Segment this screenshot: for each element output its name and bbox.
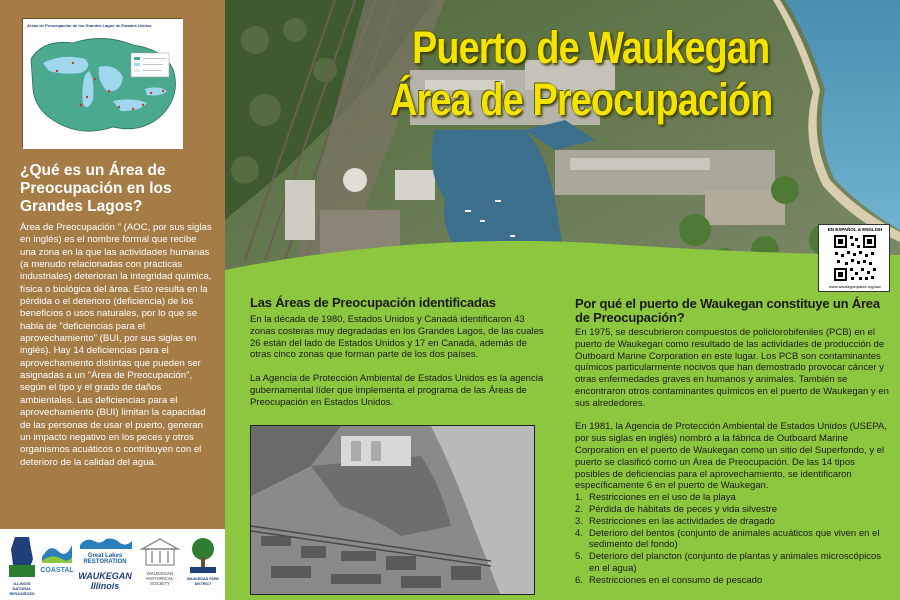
identified-areas-heading: Las Áreas de Preocupación identificadas [250,295,496,310]
waukegan-park-district-logo-text: WAUKEGAN PARK DISTRICT [186,577,220,586]
coastal-logo-text: COASTAL [40,567,74,574]
great-lakes-restoration-logo-graphic [76,535,134,551]
great-lakes-restoration-logo-text: Great Lakes RESTORATION [83,553,127,565]
list-item: 1. Restricciones en el uso de la playa [575,492,736,504]
historic-harbor-photo-graphic [251,426,535,595]
page-title-line-1: Puerto de Waukegan [412,22,770,73]
page-title [390,22,890,126]
map-title: Áreas de Preocupación de los Grandes Lagos de Estados Unidos [27,23,152,28]
illinois-dnr-logo [6,535,38,596]
sidebar-body: Área de Preocupación " (AOC, por sus siglas en inglés) es el nombre formal que recibe una zona en la que las actividades humanas (a menudo relacionadas con prácticas industriales) deterioran la integridad química, física o biológica del área. Esto resulta en la pérdida o el deterioro (deficiencia) de los beneficios o usos naturales, por lo que se habla de "deficiencias para el aprovechamiento" (BUI, por sus siglas en inglés). Hay 14 deficiencias para el aprovechamiento distintas que pueden ser asignadas a un "Área de Preocupación", según el tipo y el grado de daños ambientales. Las deficiencias para el aprovechamiento (BUI) limitan la capacidad de las personas de usar el puerto, generan un impacto negativo en los peces y otros organismos acuáticos o contribuyen con el deterioro de la calidad del agua. [20,222,212,468]
list-item: 3. Restricciones en las actividades de dragado [575,515,775,527]
why-waukegan-body [575,327,890,587]
list-item: 4. Deterioro del bentos (conjunto de animales acuáticos que viven en el sedimento del fondo) [575,527,880,551]
waukegan-historical-society-logo [138,535,182,586]
why-waukegan-paragraph: En 1975, se descubrieron compuestos de policlorobifeniles (PCB) en el puerto de Waukegan como resultado de las actividades de producción de Outboard Marine Corporation en este lugar. Los PCB son contaminantes químicos particularmente nocivos que han demostrado provocar cáncer y otras enfermedades graves en humanos y animales. También se encontraron otros contaminantes químicos en el puerto de Waukegan y en sus alrededores. [575,327,889,409]
coastal-logo [40,535,74,574]
sidebar-heading: ¿Qué es un Área de Preocupación en los Grandes Lagos? [20,162,172,215]
great-lakes-restoration-logo [76,535,134,591]
qr-label: EN ESPAÑOL & ENGLISH [827,227,883,232]
waukegan-logo-text: WAUKEGAN Illinois [78,571,132,591]
qr-url: www.waukeganparks.org/aoc [828,284,882,289]
qr-code-graphic [833,234,877,282]
qr-code[interactable] [818,224,890,292]
identified-areas-paragraph: En la década de 1980, Estados Unidos y Canadá identificaron 43 zonas costeras muy degradadas en los Grandes Lagos, de las cuales 26 están del lado de Estados Unidos y 17 en Canadá, además de otras cinco zonas que forman parte de los dos países. [250,314,544,361]
identified-areas-paragraph: La Agencia de Protección Ambiental de Estados Unidos es la agencia gubernamental líder que implementa el programa de las Áreas de Preocupación en Estados Unidos. [250,372,544,408]
great-lakes-map-graphic [23,19,183,149]
identified-areas-body [250,314,550,420]
illinois-dnr-logo-graphic [7,535,37,579]
list-item: 5. Deterioro del plancton (conjunto de plantas y animales microscópicos en el agua) [575,551,882,574]
coastal-logo-graphic [40,535,74,565]
sidebar [0,0,225,600]
illinois-dnr-logo-text: ILLINOIS NATURAL RESOURCES [9,581,35,596]
why-waukegan-paragraph: En 1981, la Agencia de Protección Ambiental de Estados Unidos (USEPA, por sus siglas en inglés) nombró a la fábrica de Outboard Marine Corporation en el puerto de Waukegan como un sitio del Superfondo, y el puerto se clasificó como un Área de Preocupación. De las 14 tipos posibles de deficiencias para el aprovechamiento, se identificaron específicamente 6 en el puerto de Waukegan. [575,421,887,492]
waukegan-park-district-logo-graphic [188,535,218,575]
waukegan-historical-society-logo-graphic [138,535,182,569]
waukegan-park-district-logo [186,535,220,586]
great-lakes-map [22,18,182,148]
historic-harbor-photo [250,425,535,595]
list-item: 2. Pérdida de hábitats de peces y vida silvestre [575,503,777,515]
sponsor-logos [0,527,225,600]
waukegan-historical-society-logo-text: WAUKEGAN HISTORICAL SOCIETY [146,571,174,586]
why-waukegan-heading: Por qué el puerto de Waukegan constituye un Área de Preocupación? [575,296,880,325]
page-title-line-2: Área de Preocupación [390,74,773,125]
list-item: 6. Restricciones en el consumo de pescado [575,574,763,586]
beneficial-use-impairments-list [575,492,890,586]
